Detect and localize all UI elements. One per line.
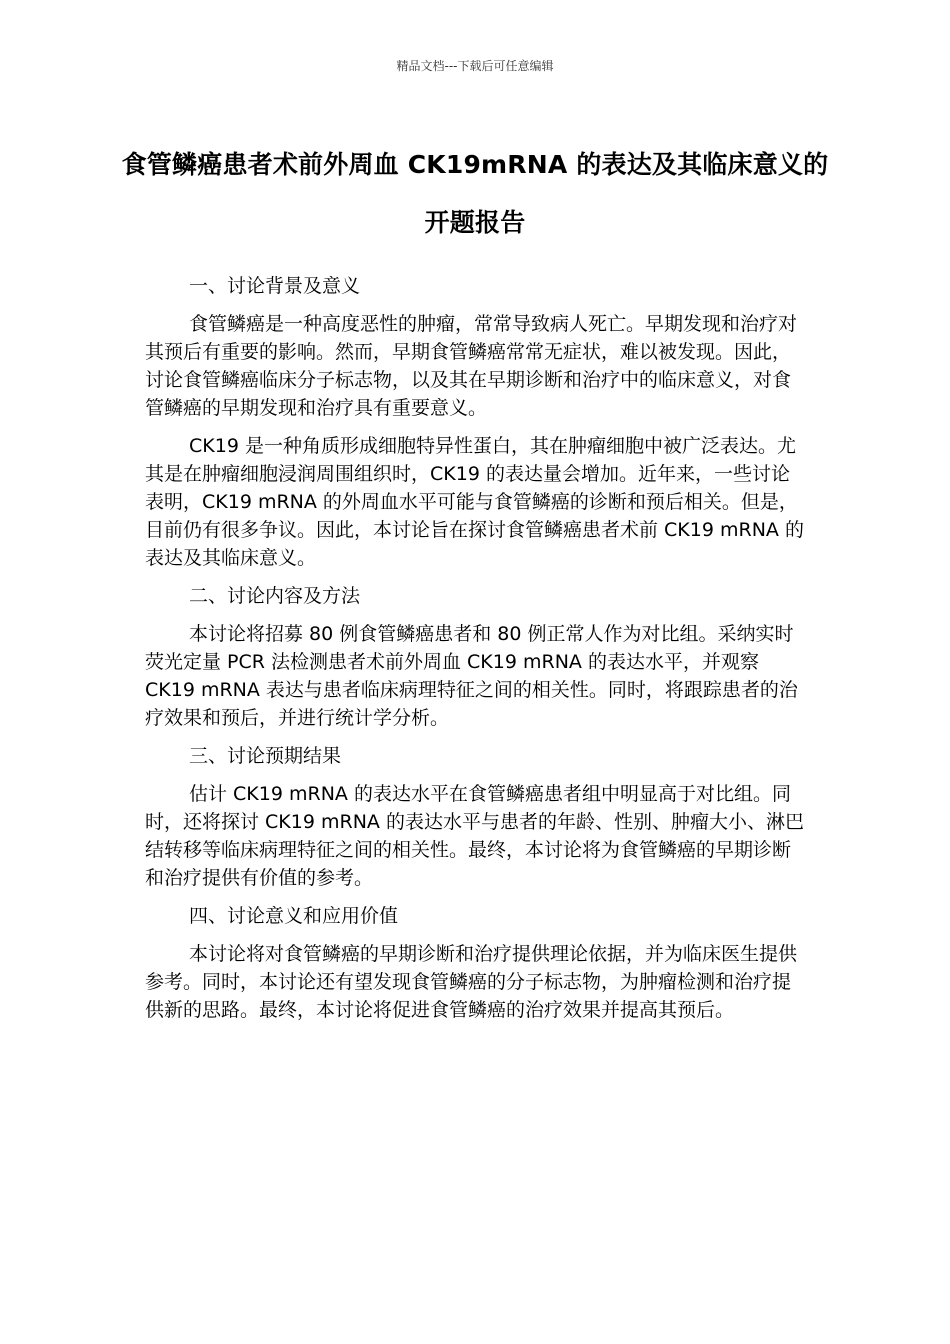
section-heading: 二、讨论内容及方法: [189, 585, 361, 607]
body-paragraph: 食管鳞癌是一种高度恶性的肿瘤，常常导致病人死亡。早期发现和治疗对其预后有重要的影响。然而，早期食管鳞癌常常无症状，难以被发现。因此，讨论食管鳞癌临床分子标志物，以及其在早期诊断和治疗中的临床意义，对食管鳞癌的早期发现和治疗具有重要意义。: [145, 313, 798, 419]
section-background: [145, 272, 805, 572]
document-body: [145, 272, 805, 1034]
section-heading: 四、讨论意义和应用价值: [189, 905, 399, 927]
section-heading: 三、讨论预期结果: [189, 745, 342, 767]
section-significance: [145, 902, 805, 1024]
section-expected-results: [145, 742, 805, 892]
document-title: 食管鳞癌患者术前外周血 CK19mRNA 的表达及其临床意义的开题报告: [121, 150, 829, 237]
section-methods: [145, 582, 805, 732]
body-paragraph: CK19 是一种角质形成细胞特异性蛋白，其在肿瘤细胞中被广泛表达。尤其是在肿瘤细胞浸润周围组织时，CK19 的表达量会增加。近年来，一些讨论表明，CK19 mRNA 的外周血水平可能与食管鳞癌的诊断和预后相关。但是，目前仍有很多争议。因此，本讨论旨在探讨食管鳞癌患者术前 CK19 mRNA 的表达及其临床意义。: [145, 435, 804, 569]
body-paragraph: 本讨论将招募 80 例食管鳞癌患者和 80 例正常人作为对比组。采纳实时荧光定量 PCR 法检测患者术前外周血 CK19 mRNA 的表达水平，并观察 CK19 mRNA 表达与患者临床病理特征之间的相关性。同时，将跟踪患者的治疗效果和预后，并进行统计学分析。: [145, 623, 798, 729]
header-note: 精品文档---下载后可任意编辑: [396, 59, 554, 73]
body-paragraph: 估计 CK19 mRNA 的表达水平在食管鳞癌患者组中明显高于对比组。同时，还将探讨 CK19 mRNA 的表达水平与患者的年龄、性别、肿瘤大小、淋巴结转移等临床病理特征之间的相关性。最终，本讨论将为食管鳞癌的早期诊断和治疗提供有价值的参考。: [145, 783, 804, 889]
section-heading: 一、讨论背景及意义: [189, 275, 361, 297]
body-paragraph: 本讨论将对食管鳞癌的早期诊断和治疗提供理论依据，并为临床医生提供参考。同时，本讨论还有望发现食管鳞癌的分子标志物，为肿瘤检测和治疗提供新的思路。最终，本讨论将促进食管鳞癌的治疗效果并提高其预后。: [145, 943, 798, 1021]
